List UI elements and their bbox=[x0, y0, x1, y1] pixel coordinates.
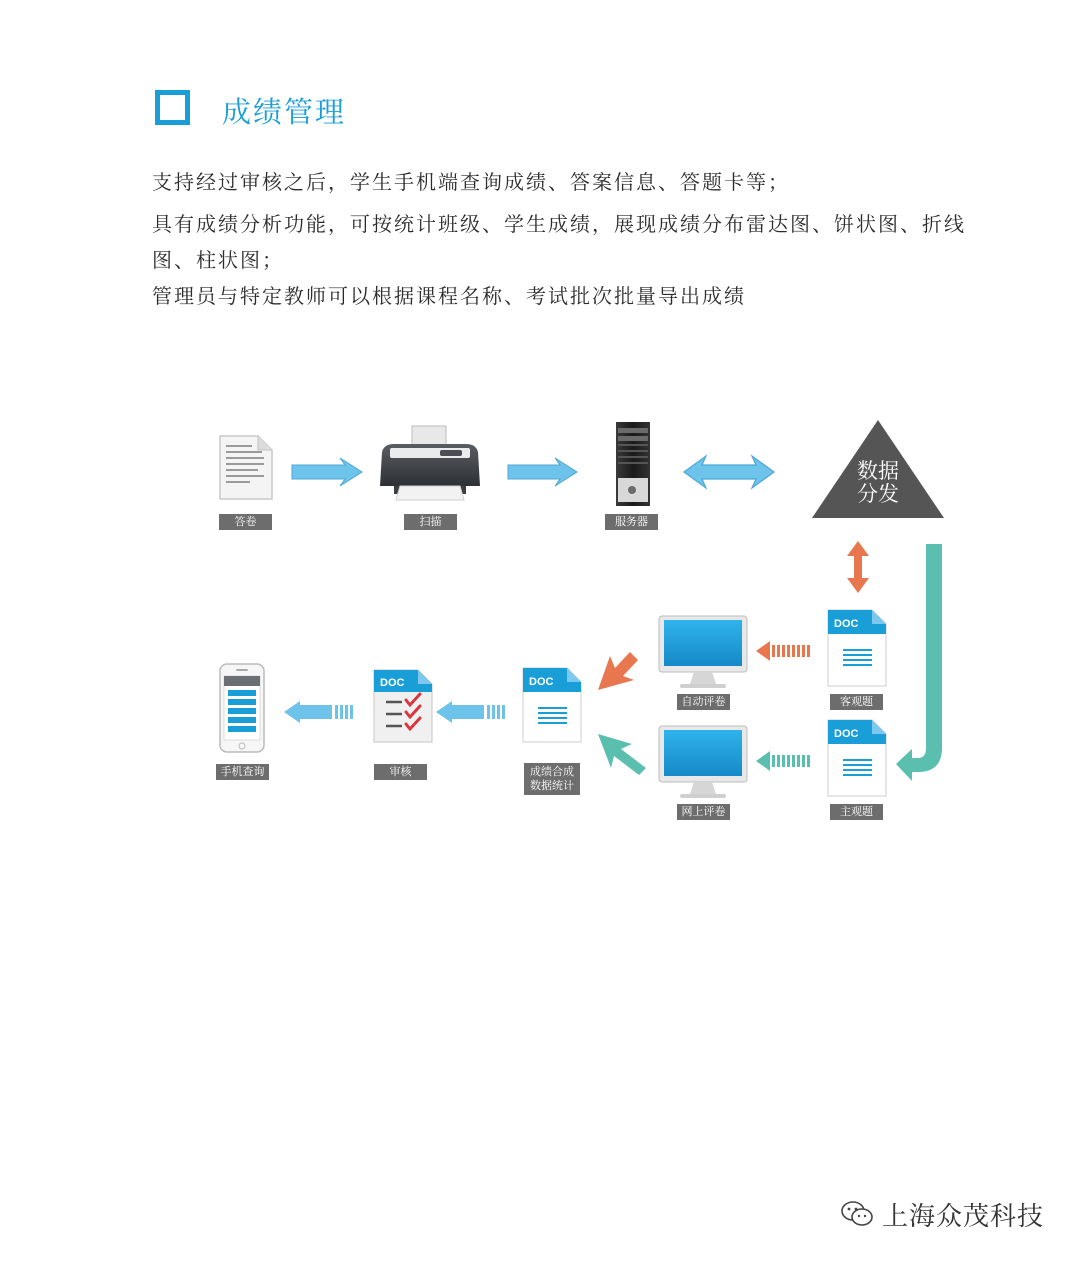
arrow-left-blue-icon bbox=[284, 701, 353, 723]
arrow-right-icon bbox=[292, 458, 362, 486]
section-title: 成绩管理 bbox=[222, 95, 347, 129]
paragraph-3: 管理员与特定教师可以根据课程名称、考试批次批量导出成绩 bbox=[152, 284, 746, 308]
merge-doc-icon bbox=[523, 668, 581, 742]
vertical-double-arrow-icon bbox=[847, 541, 869, 593]
arrow-right-icon bbox=[508, 458, 577, 486]
subjective-doc-icon bbox=[828, 720, 886, 796]
diagonal-arrow-orange-icon bbox=[598, 652, 638, 690]
diagonal-arrow-teal-icon bbox=[598, 734, 646, 775]
paragraph-1: 支持经过审核之后，学生手机端查询成绩、答案信息、答题卡等； bbox=[152, 170, 790, 194]
label-online-grading: 网上评卷 bbox=[677, 804, 730, 820]
label-score-merge: 成绩合成 数据统计 bbox=[524, 763, 580, 795]
answer-sheet-icon bbox=[220, 436, 272, 499]
arrow-left-blue-icon bbox=[436, 701, 505, 723]
data-distribution-text: 数据 分发 bbox=[857, 459, 899, 506]
arrow-left-teal-icon bbox=[756, 751, 810, 771]
online-grading-monitor-icon bbox=[659, 726, 747, 798]
curved-arrow-icon bbox=[896, 544, 942, 781]
arrow-left-orange-icon bbox=[756, 641, 810, 661]
svg-text:DOC: DOC bbox=[380, 677, 405, 689]
wechat-icon bbox=[840, 1199, 874, 1229]
label-server: 服务器 bbox=[605, 514, 658, 530]
svg-text:DOC: DOC bbox=[529, 676, 554, 688]
svg-text:DOC: DOC bbox=[834, 618, 859, 630]
label-subjective: 主观题 bbox=[830, 804, 883, 820]
svg-text:DOC: DOC bbox=[834, 728, 859, 740]
double-arrow-icon bbox=[684, 456, 774, 488]
printer-icon bbox=[380, 426, 480, 500]
phone-icon bbox=[220, 664, 264, 752]
server-icon bbox=[616, 422, 650, 506]
label-mobile-query: 手机查询 bbox=[216, 764, 269, 780]
brand-watermark bbox=[840, 1196, 1044, 1232]
label-objective: 客观题 bbox=[830, 694, 883, 710]
label-auto-grading: 自动评卷 bbox=[677, 694, 730, 710]
label-answer-sheet: 答卷 bbox=[219, 514, 272, 530]
label-scan: 扫描 bbox=[404, 514, 457, 530]
brand-name: 上海众茂科技 bbox=[882, 1201, 1045, 1232]
label-review: 审核 bbox=[374, 764, 427, 780]
objective-doc-icon bbox=[828, 610, 886, 686]
review-doc-icon bbox=[374, 670, 432, 742]
auto-grading-monitor-icon bbox=[659, 616, 747, 688]
paragraph-2: 具有成绩分析功能，可按统计班级、学生成绩，展现成绩分布雷达图、饼状图、折线图、柱状图； bbox=[152, 212, 966, 272]
